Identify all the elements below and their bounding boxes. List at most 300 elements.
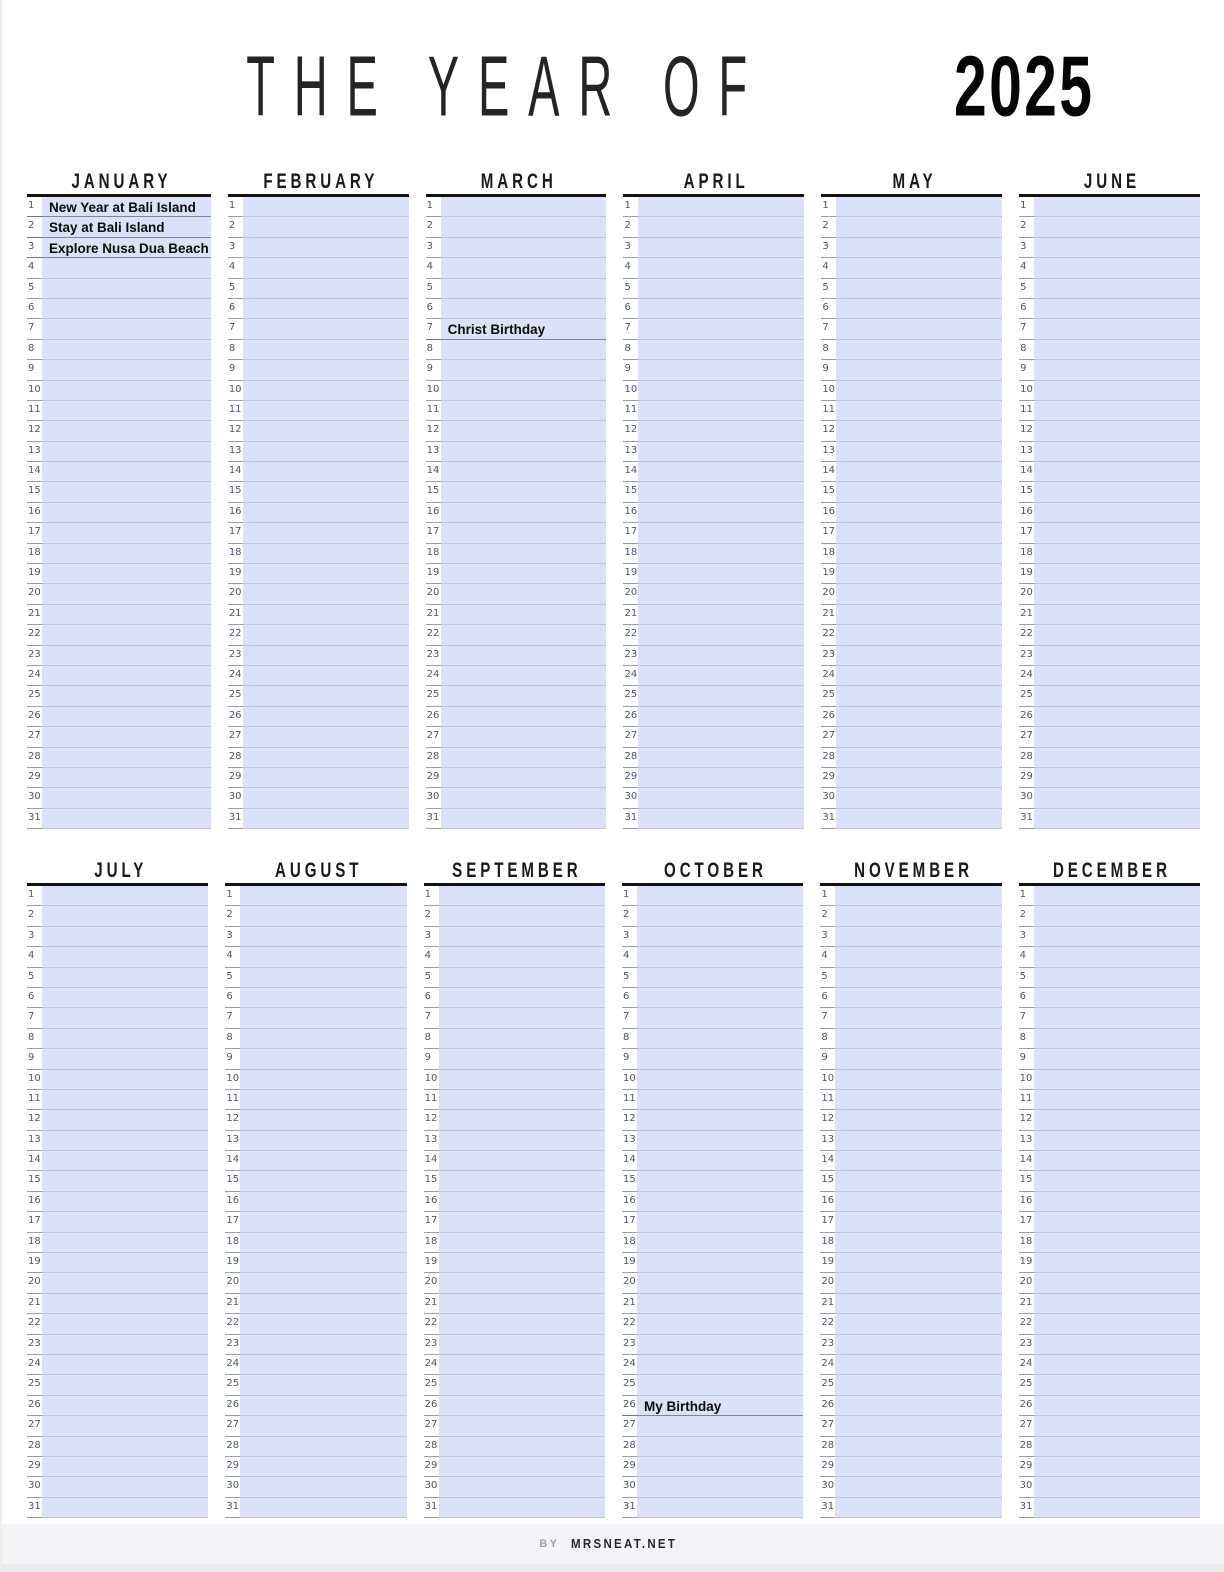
day-entry[interactable]	[441, 279, 607, 299]
day-entry[interactable]	[836, 462, 1002, 482]
day-entry[interactable]	[42, 605, 211, 625]
day-entry[interactable]	[638, 482, 804, 502]
day-entry[interactable]	[1034, 707, 1200, 727]
day-entry[interactable]	[42, 1008, 208, 1028]
day-entry[interactable]: Christ Birthday	[441, 319, 607, 339]
day-entry[interactable]	[637, 1049, 803, 1069]
day-entry[interactable]	[42, 1457, 208, 1477]
day-entry[interactable]	[240, 1049, 406, 1069]
day-entry[interactable]	[42, 360, 211, 380]
day-entry[interactable]	[637, 1335, 803, 1355]
day-entry[interactable]	[441, 605, 607, 625]
day-entry[interactable]	[1034, 197, 1200, 217]
day-entry[interactable]	[1034, 503, 1200, 523]
day-entry[interactable]	[42, 886, 208, 906]
day-entry[interactable]	[441, 421, 607, 441]
day-entry[interactable]	[243, 584, 409, 604]
day-entry[interactable]	[1034, 646, 1200, 666]
day-entry[interactable]	[441, 299, 607, 319]
day-entry[interactable]	[243, 442, 409, 462]
day-entry[interactable]	[1034, 1477, 1200, 1497]
day-entry[interactable]	[42, 1212, 208, 1232]
day-entry[interactable]	[1034, 360, 1200, 380]
day-entry[interactable]	[439, 1375, 605, 1395]
day-entry[interactable]	[637, 1008, 803, 1028]
day-entry[interactable]	[637, 947, 803, 967]
day-entry[interactable]	[836, 666, 1002, 686]
day-entry[interactable]	[638, 523, 804, 543]
day-entry[interactable]	[240, 1498, 406, 1518]
day-entry[interactable]	[835, 1273, 1001, 1293]
day-entry[interactable]	[439, 1151, 605, 1171]
day-entry[interactable]	[240, 1477, 406, 1497]
day-entry[interactable]	[439, 1070, 605, 1090]
day-entry[interactable]	[42, 1335, 208, 1355]
day-entry[interactable]	[439, 1335, 605, 1355]
day-entry[interactable]	[240, 1008, 406, 1028]
day-entry[interactable]	[243, 462, 409, 482]
day-entry[interactable]	[1034, 1294, 1200, 1314]
day-entry[interactable]	[441, 625, 607, 645]
day-entry[interactable]	[1034, 1457, 1200, 1477]
day-entry[interactable]	[439, 927, 605, 947]
day-entry[interactable]	[1034, 1171, 1200, 1191]
day-entry[interactable]	[1034, 788, 1200, 808]
day-entry[interactable]	[1034, 947, 1200, 967]
day-entry[interactable]	[638, 605, 804, 625]
day-entry[interactable]	[240, 1294, 406, 1314]
day-entry[interactable]	[1034, 462, 1200, 482]
day-entry[interactable]	[243, 360, 409, 380]
day-entry[interactable]	[836, 279, 1002, 299]
day-entry[interactable]	[441, 727, 607, 747]
day-entry[interactable]	[1034, 1416, 1200, 1436]
day-entry[interactable]	[243, 217, 409, 237]
day-entry[interactable]	[42, 1477, 208, 1497]
day-entry[interactable]	[638, 279, 804, 299]
day-entry[interactable]	[1034, 1498, 1200, 1518]
day-entry[interactable]	[441, 788, 607, 808]
day-entry[interactable]	[1034, 340, 1200, 360]
day-entry[interactable]	[42, 401, 211, 421]
day-entry[interactable]	[836, 360, 1002, 380]
day-entry[interactable]	[637, 988, 803, 1008]
day-entry[interactable]	[42, 1314, 208, 1334]
day-entry[interactable]	[836, 809, 1002, 829]
day-entry[interactable]	[439, 1212, 605, 1232]
day-entry[interactable]	[439, 968, 605, 988]
day-entry[interactable]	[835, 927, 1001, 947]
day-entry[interactable]	[637, 1253, 803, 1273]
day-entry[interactable]	[637, 1355, 803, 1375]
day-entry[interactable]	[835, 1396, 1001, 1416]
day-entry[interactable]	[638, 666, 804, 686]
day-entry[interactable]	[42, 768, 211, 788]
day-entry[interactable]	[240, 886, 406, 906]
day-entry[interactable]	[439, 886, 605, 906]
day-entry[interactable]	[439, 1498, 605, 1518]
day-entry[interactable]	[1034, 1437, 1200, 1457]
day-entry[interactable]	[637, 1131, 803, 1151]
day-entry[interactable]	[439, 1008, 605, 1028]
day-entry[interactable]	[42, 1151, 208, 1171]
day-entry[interactable]	[1034, 1090, 1200, 1110]
day-entry[interactable]	[441, 462, 607, 482]
day-entry[interactable]	[836, 564, 1002, 584]
day-entry[interactable]	[441, 523, 607, 543]
day-entry[interactable]	[1034, 421, 1200, 441]
day-entry[interactable]	[835, 886, 1001, 906]
day-entry[interactable]	[42, 666, 211, 686]
day-entry[interactable]	[638, 442, 804, 462]
day-entry[interactable]	[835, 1151, 1001, 1171]
day-entry[interactable]	[836, 707, 1002, 727]
day-entry[interactable]	[243, 748, 409, 768]
day-entry[interactable]	[441, 809, 607, 829]
day-entry[interactable]	[243, 381, 409, 401]
day-entry[interactable]	[439, 1294, 605, 1314]
day-entry[interactable]	[439, 1477, 605, 1497]
day-entry[interactable]	[1034, 1212, 1200, 1232]
day-entry[interactable]	[441, 564, 607, 584]
day-entry[interactable]	[836, 748, 1002, 768]
day-entry[interactable]	[638, 584, 804, 604]
day-entry[interactable]	[638, 727, 804, 747]
day-entry[interactable]	[240, 1335, 406, 1355]
day-entry[interactable]	[836, 482, 1002, 502]
day-entry[interactable]	[836, 788, 1002, 808]
day-entry[interactable]	[1034, 988, 1200, 1008]
day-entry[interactable]	[638, 707, 804, 727]
day-entry[interactable]	[1034, 299, 1200, 319]
day-entry[interactable]	[439, 1457, 605, 1477]
day-entry[interactable]	[42, 1253, 208, 1273]
day-entry[interactable]: New Year at Bali Island	[42, 197, 211, 217]
day-entry[interactable]	[836, 258, 1002, 278]
day-entry[interactable]	[439, 1192, 605, 1212]
day-entry[interactable]	[42, 279, 211, 299]
day-entry[interactable]	[836, 401, 1002, 421]
day-entry[interactable]	[441, 217, 607, 237]
day-entry[interactable]	[638, 197, 804, 217]
day-entry[interactable]	[439, 1049, 605, 1069]
day-entry[interactable]	[1034, 1314, 1200, 1334]
day-entry[interactable]	[836, 523, 1002, 543]
day-entry[interactable]	[42, 1416, 208, 1436]
day-entry[interactable]	[638, 748, 804, 768]
day-entry[interactable]	[439, 1029, 605, 1049]
day-entry[interactable]	[243, 788, 409, 808]
day-entry[interactable]	[243, 421, 409, 441]
day-entry[interactable]	[439, 1171, 605, 1191]
day-entry[interactable]	[243, 238, 409, 258]
day-entry[interactable]	[638, 319, 804, 339]
day-entry[interactable]	[637, 1151, 803, 1171]
day-entry[interactable]	[835, 1335, 1001, 1355]
day-entry[interactable]	[439, 1090, 605, 1110]
day-entry[interactable]	[240, 1396, 406, 1416]
day-entry[interactable]	[638, 360, 804, 380]
day-entry[interactable]	[243, 666, 409, 686]
day-entry[interactable]	[638, 401, 804, 421]
day-entry[interactable]	[240, 1233, 406, 1253]
day-entry[interactable]	[1034, 1355, 1200, 1375]
day-entry[interactable]	[42, 1110, 208, 1130]
day-entry[interactable]	[1034, 927, 1200, 947]
day-entry[interactable]	[638, 768, 804, 788]
day-entry[interactable]	[835, 1212, 1001, 1232]
day-entry[interactable]	[1034, 748, 1200, 768]
day-entry[interactable]	[835, 1457, 1001, 1477]
day-entry[interactable]	[441, 748, 607, 768]
day-entry[interactable]	[42, 727, 211, 747]
day-entry[interactable]: Stay at Bali Island	[42, 217, 211, 237]
day-entry[interactable]: Explore Nusa Dua Beach	[42, 238, 211, 258]
day-entry[interactable]	[638, 462, 804, 482]
day-entry[interactable]	[42, 340, 211, 360]
day-entry[interactable]	[441, 686, 607, 706]
day-entry[interactable]	[240, 1212, 406, 1232]
day-entry[interactable]	[1034, 258, 1200, 278]
day-entry[interactable]	[441, 584, 607, 604]
day-entry[interactable]	[42, 1029, 208, 1049]
day-entry[interactable]	[441, 442, 607, 462]
day-entry[interactable]	[243, 707, 409, 727]
day-entry[interactable]	[835, 1049, 1001, 1069]
day-entry[interactable]	[240, 1416, 406, 1436]
day-entry[interactable]	[637, 1498, 803, 1518]
day-entry[interactable]	[42, 564, 211, 584]
day-entry[interactable]	[439, 1437, 605, 1457]
day-entry[interactable]	[441, 381, 607, 401]
day-entry[interactable]	[243, 482, 409, 502]
day-entry[interactable]	[835, 968, 1001, 988]
day-entry[interactable]	[243, 340, 409, 360]
day-entry[interactable]	[42, 1273, 208, 1293]
day-entry[interactable]	[836, 197, 1002, 217]
day-entry[interactable]	[42, 625, 211, 645]
day-entry[interactable]	[240, 968, 406, 988]
day-entry[interactable]	[42, 1355, 208, 1375]
day-entry[interactable]	[1034, 1233, 1200, 1253]
day-entry[interactable]	[439, 1110, 605, 1130]
day-entry[interactable]	[42, 1090, 208, 1110]
day-entry[interactable]	[1034, 401, 1200, 421]
day-entry[interactable]	[441, 482, 607, 502]
day-entry[interactable]	[1034, 886, 1200, 906]
day-entry[interactable]	[835, 1171, 1001, 1191]
day-entry[interactable]	[637, 1029, 803, 1049]
day-entry[interactable]	[42, 906, 208, 926]
day-entry[interactable]	[243, 279, 409, 299]
day-entry[interactable]	[42, 686, 211, 706]
day-entry[interactable]	[439, 947, 605, 967]
day-entry[interactable]	[42, 1437, 208, 1457]
day-entry[interactable]	[835, 1070, 1001, 1090]
day-entry[interactable]	[439, 1355, 605, 1375]
day-entry[interactable]	[1034, 523, 1200, 543]
day-entry[interactable]	[439, 1131, 605, 1151]
day-entry[interactable]	[836, 503, 1002, 523]
day-entry[interactable]	[1034, 482, 1200, 502]
day-entry[interactable]	[439, 1416, 605, 1436]
day-entry[interactable]	[42, 319, 211, 339]
day-entry[interactable]	[240, 927, 406, 947]
day-entry[interactable]	[441, 503, 607, 523]
day-entry[interactable]	[1034, 809, 1200, 829]
day-entry[interactable]	[835, 1355, 1001, 1375]
day-entry[interactable]	[243, 523, 409, 543]
day-entry[interactable]	[836, 544, 1002, 564]
day-entry[interactable]	[240, 906, 406, 926]
day-entry[interactable]	[42, 788, 211, 808]
day-entry[interactable]	[439, 1233, 605, 1253]
day-entry[interactable]	[1034, 605, 1200, 625]
day-entry[interactable]	[835, 1131, 1001, 1151]
day-entry[interactable]	[836, 299, 1002, 319]
day-entry[interactable]	[240, 1090, 406, 1110]
day-entry[interactable]	[836, 625, 1002, 645]
day-entry[interactable]	[836, 319, 1002, 339]
day-entry[interactable]	[240, 1171, 406, 1191]
day-entry[interactable]	[835, 1437, 1001, 1457]
day-entry[interactable]	[1034, 1375, 1200, 1395]
day-entry[interactable]	[439, 1273, 605, 1293]
day-entry[interactable]	[439, 1396, 605, 1416]
day-entry[interactable]	[1034, 968, 1200, 988]
day-entry[interactable]	[441, 666, 607, 686]
day-entry[interactable]	[1034, 768, 1200, 788]
day-entry[interactable]	[637, 886, 803, 906]
day-entry[interactable]	[42, 947, 208, 967]
day-entry[interactable]	[42, 748, 211, 768]
day-entry[interactable]	[835, 1498, 1001, 1518]
day-entry[interactable]	[243, 299, 409, 319]
day-entry[interactable]	[835, 1192, 1001, 1212]
day-entry[interactable]	[638, 564, 804, 584]
day-entry[interactable]	[42, 1131, 208, 1151]
day-entry[interactable]	[1034, 1396, 1200, 1416]
day-entry[interactable]	[637, 1233, 803, 1253]
day-entry[interactable]	[439, 988, 605, 1008]
day-entry[interactable]	[240, 1029, 406, 1049]
day-entry[interactable]	[1034, 727, 1200, 747]
day-entry[interactable]	[638, 258, 804, 278]
day-entry[interactable]	[42, 1375, 208, 1395]
day-entry[interactable]	[637, 1294, 803, 1314]
day-entry[interactable]	[835, 1233, 1001, 1253]
day-entry[interactable]	[240, 1110, 406, 1130]
day-entry[interactable]	[1034, 1110, 1200, 1130]
day-entry[interactable]	[637, 1477, 803, 1497]
day-entry[interactable]	[638, 340, 804, 360]
day-entry[interactable]	[836, 584, 1002, 604]
day-entry[interactable]	[441, 401, 607, 421]
day-entry[interactable]	[42, 1192, 208, 1212]
day-entry[interactable]	[637, 927, 803, 947]
day-entry[interactable]	[835, 1090, 1001, 1110]
day-entry[interactable]	[1034, 1049, 1200, 1069]
day-entry[interactable]	[42, 381, 211, 401]
day-entry[interactable]	[836, 768, 1002, 788]
day-entry[interactable]	[1034, 1253, 1200, 1273]
day-entry[interactable]	[243, 197, 409, 217]
day-entry[interactable]	[835, 1008, 1001, 1028]
day-entry[interactable]	[441, 768, 607, 788]
day-entry[interactable]: My Birthday	[637, 1396, 803, 1416]
day-entry[interactable]	[637, 906, 803, 926]
day-entry[interactable]	[637, 1110, 803, 1130]
day-entry[interactable]	[637, 1375, 803, 1395]
day-entry[interactable]	[42, 299, 211, 319]
day-entry[interactable]	[1034, 381, 1200, 401]
day-entry[interactable]	[637, 1457, 803, 1477]
day-entry[interactable]	[441, 544, 607, 564]
day-entry[interactable]	[836, 238, 1002, 258]
day-entry[interactable]	[243, 544, 409, 564]
day-entry[interactable]	[1034, 564, 1200, 584]
day-entry[interactable]	[243, 646, 409, 666]
day-entry[interactable]	[638, 217, 804, 237]
day-entry[interactable]	[638, 381, 804, 401]
day-entry[interactable]	[441, 646, 607, 666]
day-entry[interactable]	[243, 727, 409, 747]
day-entry[interactable]	[439, 1314, 605, 1334]
day-entry[interactable]	[638, 809, 804, 829]
day-entry[interactable]	[836, 381, 1002, 401]
day-entry[interactable]	[240, 1151, 406, 1171]
day-entry[interactable]	[240, 1131, 406, 1151]
day-entry[interactable]	[240, 1070, 406, 1090]
day-entry[interactable]	[638, 238, 804, 258]
day-entry[interactable]	[42, 258, 211, 278]
day-entry[interactable]	[42, 707, 211, 727]
day-entry[interactable]	[42, 809, 211, 829]
day-entry[interactable]	[243, 686, 409, 706]
day-entry[interactable]	[1034, 686, 1200, 706]
day-entry[interactable]	[1034, 279, 1200, 299]
day-entry[interactable]	[439, 1253, 605, 1273]
day-entry[interactable]	[240, 1253, 406, 1273]
day-entry[interactable]	[441, 197, 607, 217]
day-entry[interactable]	[42, 442, 211, 462]
day-entry[interactable]	[42, 1070, 208, 1090]
day-entry[interactable]	[42, 1498, 208, 1518]
day-entry[interactable]	[1034, 217, 1200, 237]
day-entry[interactable]	[637, 1171, 803, 1191]
day-entry[interactable]	[240, 988, 406, 1008]
day-entry[interactable]	[1034, 319, 1200, 339]
day-entry[interactable]	[1034, 1192, 1200, 1212]
day-entry[interactable]	[1034, 1029, 1200, 1049]
day-entry[interactable]	[441, 707, 607, 727]
day-entry[interactable]	[243, 625, 409, 645]
day-entry[interactable]	[240, 1457, 406, 1477]
day-entry[interactable]	[637, 1070, 803, 1090]
day-entry[interactable]	[42, 1233, 208, 1253]
day-entry[interactable]	[835, 1314, 1001, 1334]
day-entry[interactable]	[240, 1355, 406, 1375]
day-entry[interactable]	[243, 319, 409, 339]
day-entry[interactable]	[835, 1375, 1001, 1395]
day-entry[interactable]	[835, 1416, 1001, 1436]
day-entry[interactable]	[638, 299, 804, 319]
day-entry[interactable]	[1034, 1151, 1200, 1171]
day-entry[interactable]	[1034, 1008, 1200, 1028]
day-entry[interactable]	[42, 1049, 208, 1069]
day-entry[interactable]	[243, 503, 409, 523]
day-entry[interactable]	[441, 360, 607, 380]
